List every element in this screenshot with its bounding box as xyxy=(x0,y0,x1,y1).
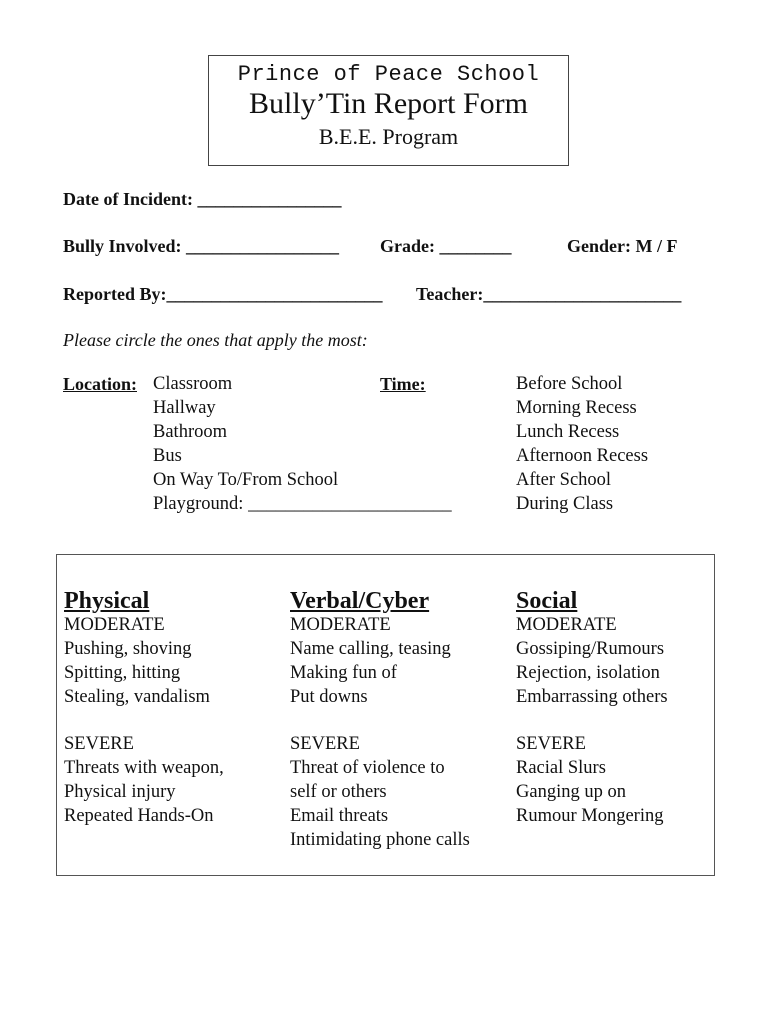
category-title: Social xyxy=(516,588,578,614)
bully-involved-field[interactable]: Bully Involved: _________________ xyxy=(63,236,340,256)
time-option[interactable]: Afternoon Recess xyxy=(516,446,649,466)
date-of-incident-field[interactable]: Date of Incident: ________________ xyxy=(63,189,342,209)
location-option[interactable]: On Way To/From School xyxy=(153,470,339,490)
grade-field[interactable]: Grade: ________ xyxy=(380,236,512,256)
physical-column xyxy=(64,586,224,828)
verbal-cyber-column xyxy=(290,586,470,852)
location-option[interactable]: Bus xyxy=(153,446,182,466)
behavior-option[interactable]: Threats with weapon, xyxy=(64,758,224,778)
time-option[interactable]: During Class xyxy=(516,494,614,514)
behavior-option[interactable]: Email threats xyxy=(290,806,389,826)
location-label: Location: xyxy=(63,374,137,394)
time-option[interactable]: After School xyxy=(516,470,612,490)
time-option[interactable]: Lunch Recess xyxy=(516,422,620,442)
severe-label: SEVERE xyxy=(64,734,134,754)
instruction-text: Please circle the ones that apply the most: xyxy=(63,330,368,350)
behavior-option[interactable]: Repeated Hands-On xyxy=(64,806,214,826)
gender-field[interactable]: Gender: M / F xyxy=(567,236,678,256)
location-option[interactable]: Hallway xyxy=(153,398,216,418)
form-title: Bully’Tin Report Form xyxy=(249,87,528,120)
behavior-option[interactable]: Physical injury xyxy=(64,782,176,802)
behavior-option[interactable]: Spitting, hitting xyxy=(64,663,181,683)
program-name: B.E.E. Program xyxy=(318,124,459,149)
moderate-label: MODERATE xyxy=(516,615,617,635)
behavior-option[interactable]: Name calling, teasing xyxy=(290,639,451,659)
school-name: Prince of Peace School xyxy=(237,62,540,87)
time-option[interactable]: Before School xyxy=(516,374,623,394)
behavior-option[interactable]: Making fun of xyxy=(290,663,397,683)
teacher-field[interactable]: Teacher:______________________ xyxy=(416,284,682,304)
behavior-option[interactable]: Pushing, shoving xyxy=(64,639,192,659)
time-list xyxy=(516,372,648,516)
moderate-label: MODERATE xyxy=(64,615,165,635)
behavior-option[interactable]: Rumour Mongering xyxy=(516,806,664,826)
bullying-types-box xyxy=(56,554,715,876)
severe-label: SEVERE xyxy=(290,734,360,754)
severe-label: SEVERE xyxy=(516,734,586,754)
behavior-option[interactable]: Intimidating phone calls xyxy=(290,830,470,850)
behavior-option[interactable]: Ganging up on xyxy=(516,782,626,802)
location-option[interactable]: Bathroom xyxy=(153,422,227,442)
category-title: Physical xyxy=(64,588,150,614)
time-option[interactable]: Morning Recess xyxy=(516,398,637,418)
location-option[interactable]: Playground: ______________________ xyxy=(153,494,452,514)
reported-by-field[interactable]: Reported By:________________________ xyxy=(63,284,383,304)
behavior-option[interactable]: Stealing, vandalism xyxy=(64,687,210,707)
behavior-option[interactable]: Threat of violence to xyxy=(290,758,445,778)
behavior-option[interactable]: Embarrassing others xyxy=(516,687,668,707)
behavior-option[interactable]: Racial Slurs xyxy=(516,758,606,778)
location-option[interactable]: Classroom xyxy=(153,374,233,394)
behavior-option[interactable]: Rejection, isolation xyxy=(516,663,660,683)
form-header xyxy=(208,55,569,166)
behavior-option[interactable]: Put downs xyxy=(290,687,368,707)
behavior-option[interactable]: Gossiping/Rumours xyxy=(516,639,665,659)
category-title: Verbal/Cyber xyxy=(290,588,430,614)
social-column xyxy=(516,586,668,828)
time-label: Time: xyxy=(380,374,426,394)
behavior-option[interactable]: self or others xyxy=(290,782,387,802)
moderate-label: MODERATE xyxy=(290,615,391,635)
